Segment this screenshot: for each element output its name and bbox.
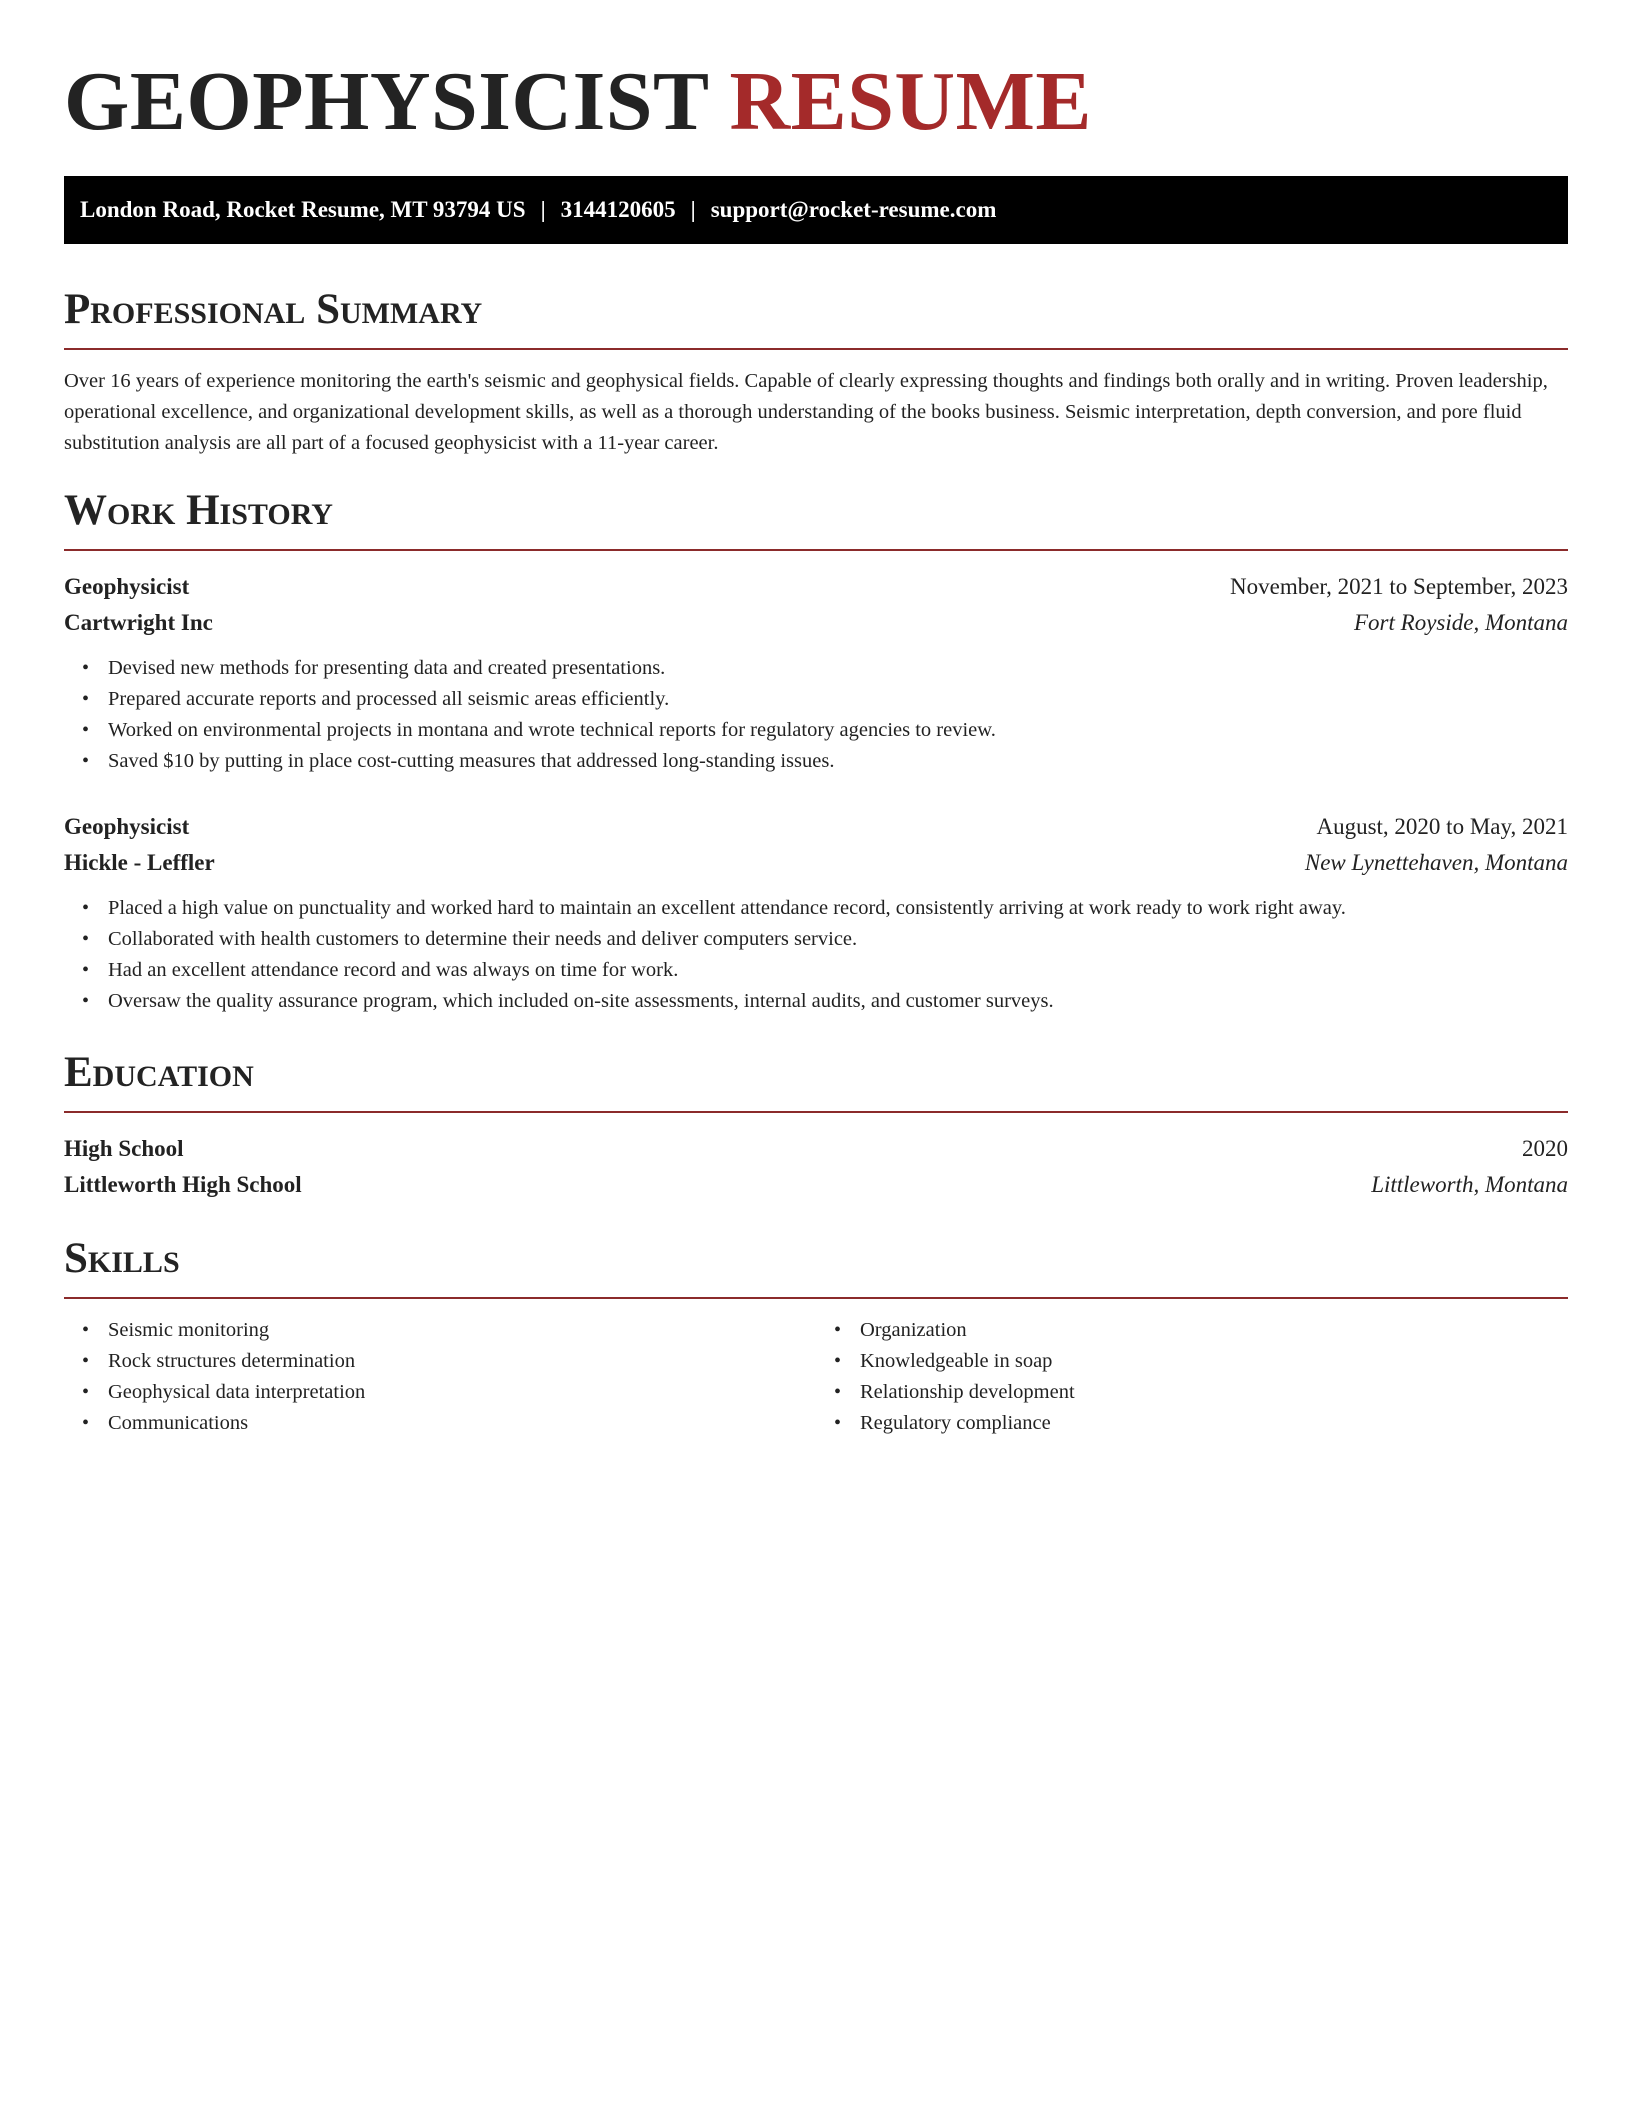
education-heading: Education xyxy=(64,1049,254,1096)
list-item: • Collaborated with health customers to determine their needs and deliver computers service. xyxy=(108,924,1568,955)
contact-separator: | xyxy=(540,197,546,222)
job-company: Hickle - Leffler xyxy=(64,850,215,875)
list-item: • Saved $10 by putting in place cost-cutting measures that addressed long-standing issues. xyxy=(108,746,1568,777)
job-company-row xyxy=(64,605,1568,641)
contact-bar xyxy=(64,176,1568,244)
skills-list-left xyxy=(64,1315,816,1439)
job-company-row xyxy=(64,845,1568,881)
education-degree-row xyxy=(64,1131,1568,1167)
title-primary: GEOPHYSICIST xyxy=(64,55,708,148)
section-divider xyxy=(64,348,1568,350)
job-dates: August, 2020 to May, 2021 xyxy=(1316,814,1568,839)
list-item: • Oversaw the quality assurance program, which included on-site assessments, internal audits, and customer surveys. xyxy=(108,986,1568,1017)
contact-separator: | xyxy=(690,197,696,222)
skill-item: • Organization xyxy=(860,1315,1568,1346)
skills-heading: Skills xyxy=(64,1235,180,1282)
skill-item: • Seismic monitoring xyxy=(108,1315,816,1346)
job-dates: November, 2021 to September, 2023 xyxy=(1230,574,1568,599)
work-history-section xyxy=(64,485,1568,1017)
job-title: Geophysicist xyxy=(64,574,190,599)
job-entry xyxy=(64,569,1568,777)
title-accent: RESUME xyxy=(729,55,1092,148)
education-location: Littleworth, Montana xyxy=(1371,1172,1568,1197)
work-history-heading: Work History xyxy=(64,487,333,534)
contact-email: support@rocket-resume.com xyxy=(710,197,997,222)
education-section xyxy=(64,1047,1568,1203)
summary-text: Over 16 years of experience monitoring the earth's seismic and geophysical fields. Capable of clearly expressing thoughts and findings both orally and in writing. Proven leadership, operational excellence, and organizational development skills, as well as a thorough understanding of the books business. Seismic interpretation, depth conversion, and pore fluid substitution analysis are all part of a focused geophysicist with a 11-year career. xyxy=(64,370,1548,454)
contact-phone: 3144120605 xyxy=(560,197,676,222)
job-location: Fort Royside, Montana xyxy=(1354,610,1568,635)
skill-item: • Regulatory compliance xyxy=(860,1408,1568,1439)
section-divider xyxy=(64,1297,1568,1299)
education-year: 2020 xyxy=(1522,1136,1568,1161)
education-degree: High School xyxy=(64,1136,184,1161)
page-title xyxy=(64,0,1568,152)
contact-address: London Road, Rocket Resume, MT 93794 US xyxy=(80,197,526,222)
skill-item: • Geophysical data interpretation xyxy=(108,1377,816,1408)
job-bullets xyxy=(64,653,1568,777)
job-bullets xyxy=(64,893,1568,1017)
section-divider xyxy=(64,549,1568,551)
skills-list-right xyxy=(816,1315,1568,1439)
skill-item: • Knowledgeable in soap xyxy=(860,1346,1568,1377)
section-divider xyxy=(64,1111,1568,1113)
list-item: • Had an excellent attendance record and was always on time for work. xyxy=(108,955,1568,986)
list-item: • Placed a high value on punctuality and worked hard to maintain an excellent attendance record, consistently arriving at work ready to work right away. xyxy=(108,893,1568,924)
job-entry xyxy=(64,809,1568,1017)
skill-item: • Relationship development xyxy=(860,1377,1568,1408)
job-title: Geophysicist xyxy=(64,814,190,839)
job-location: New Lynettehaven, Montana xyxy=(1304,850,1568,875)
job-company: Cartwright Inc xyxy=(64,610,213,635)
education-entry xyxy=(64,1131,1568,1203)
skills-section xyxy=(64,1233,1568,1439)
list-item: • Prepared accurate reports and processed all seismic areas efficiently. xyxy=(108,684,1568,715)
job-title-row xyxy=(64,569,1568,605)
skill-item: • Rock structures determination xyxy=(108,1346,816,1377)
list-item: • Worked on environmental projects in montana and wrote technical reports for regulatory agencies to review. xyxy=(108,715,1568,746)
summary-heading: Professional Summary xyxy=(64,286,483,333)
skills-grid xyxy=(64,1315,1568,1439)
education-school: Littleworth High School xyxy=(64,1172,302,1197)
education-school-row xyxy=(64,1167,1568,1203)
job-title-row xyxy=(64,809,1568,845)
list-item: • Devised new methods for presenting data and created presentations. xyxy=(108,653,1568,684)
summary-section xyxy=(64,284,1568,459)
skill-item: • Communications xyxy=(108,1408,816,1439)
